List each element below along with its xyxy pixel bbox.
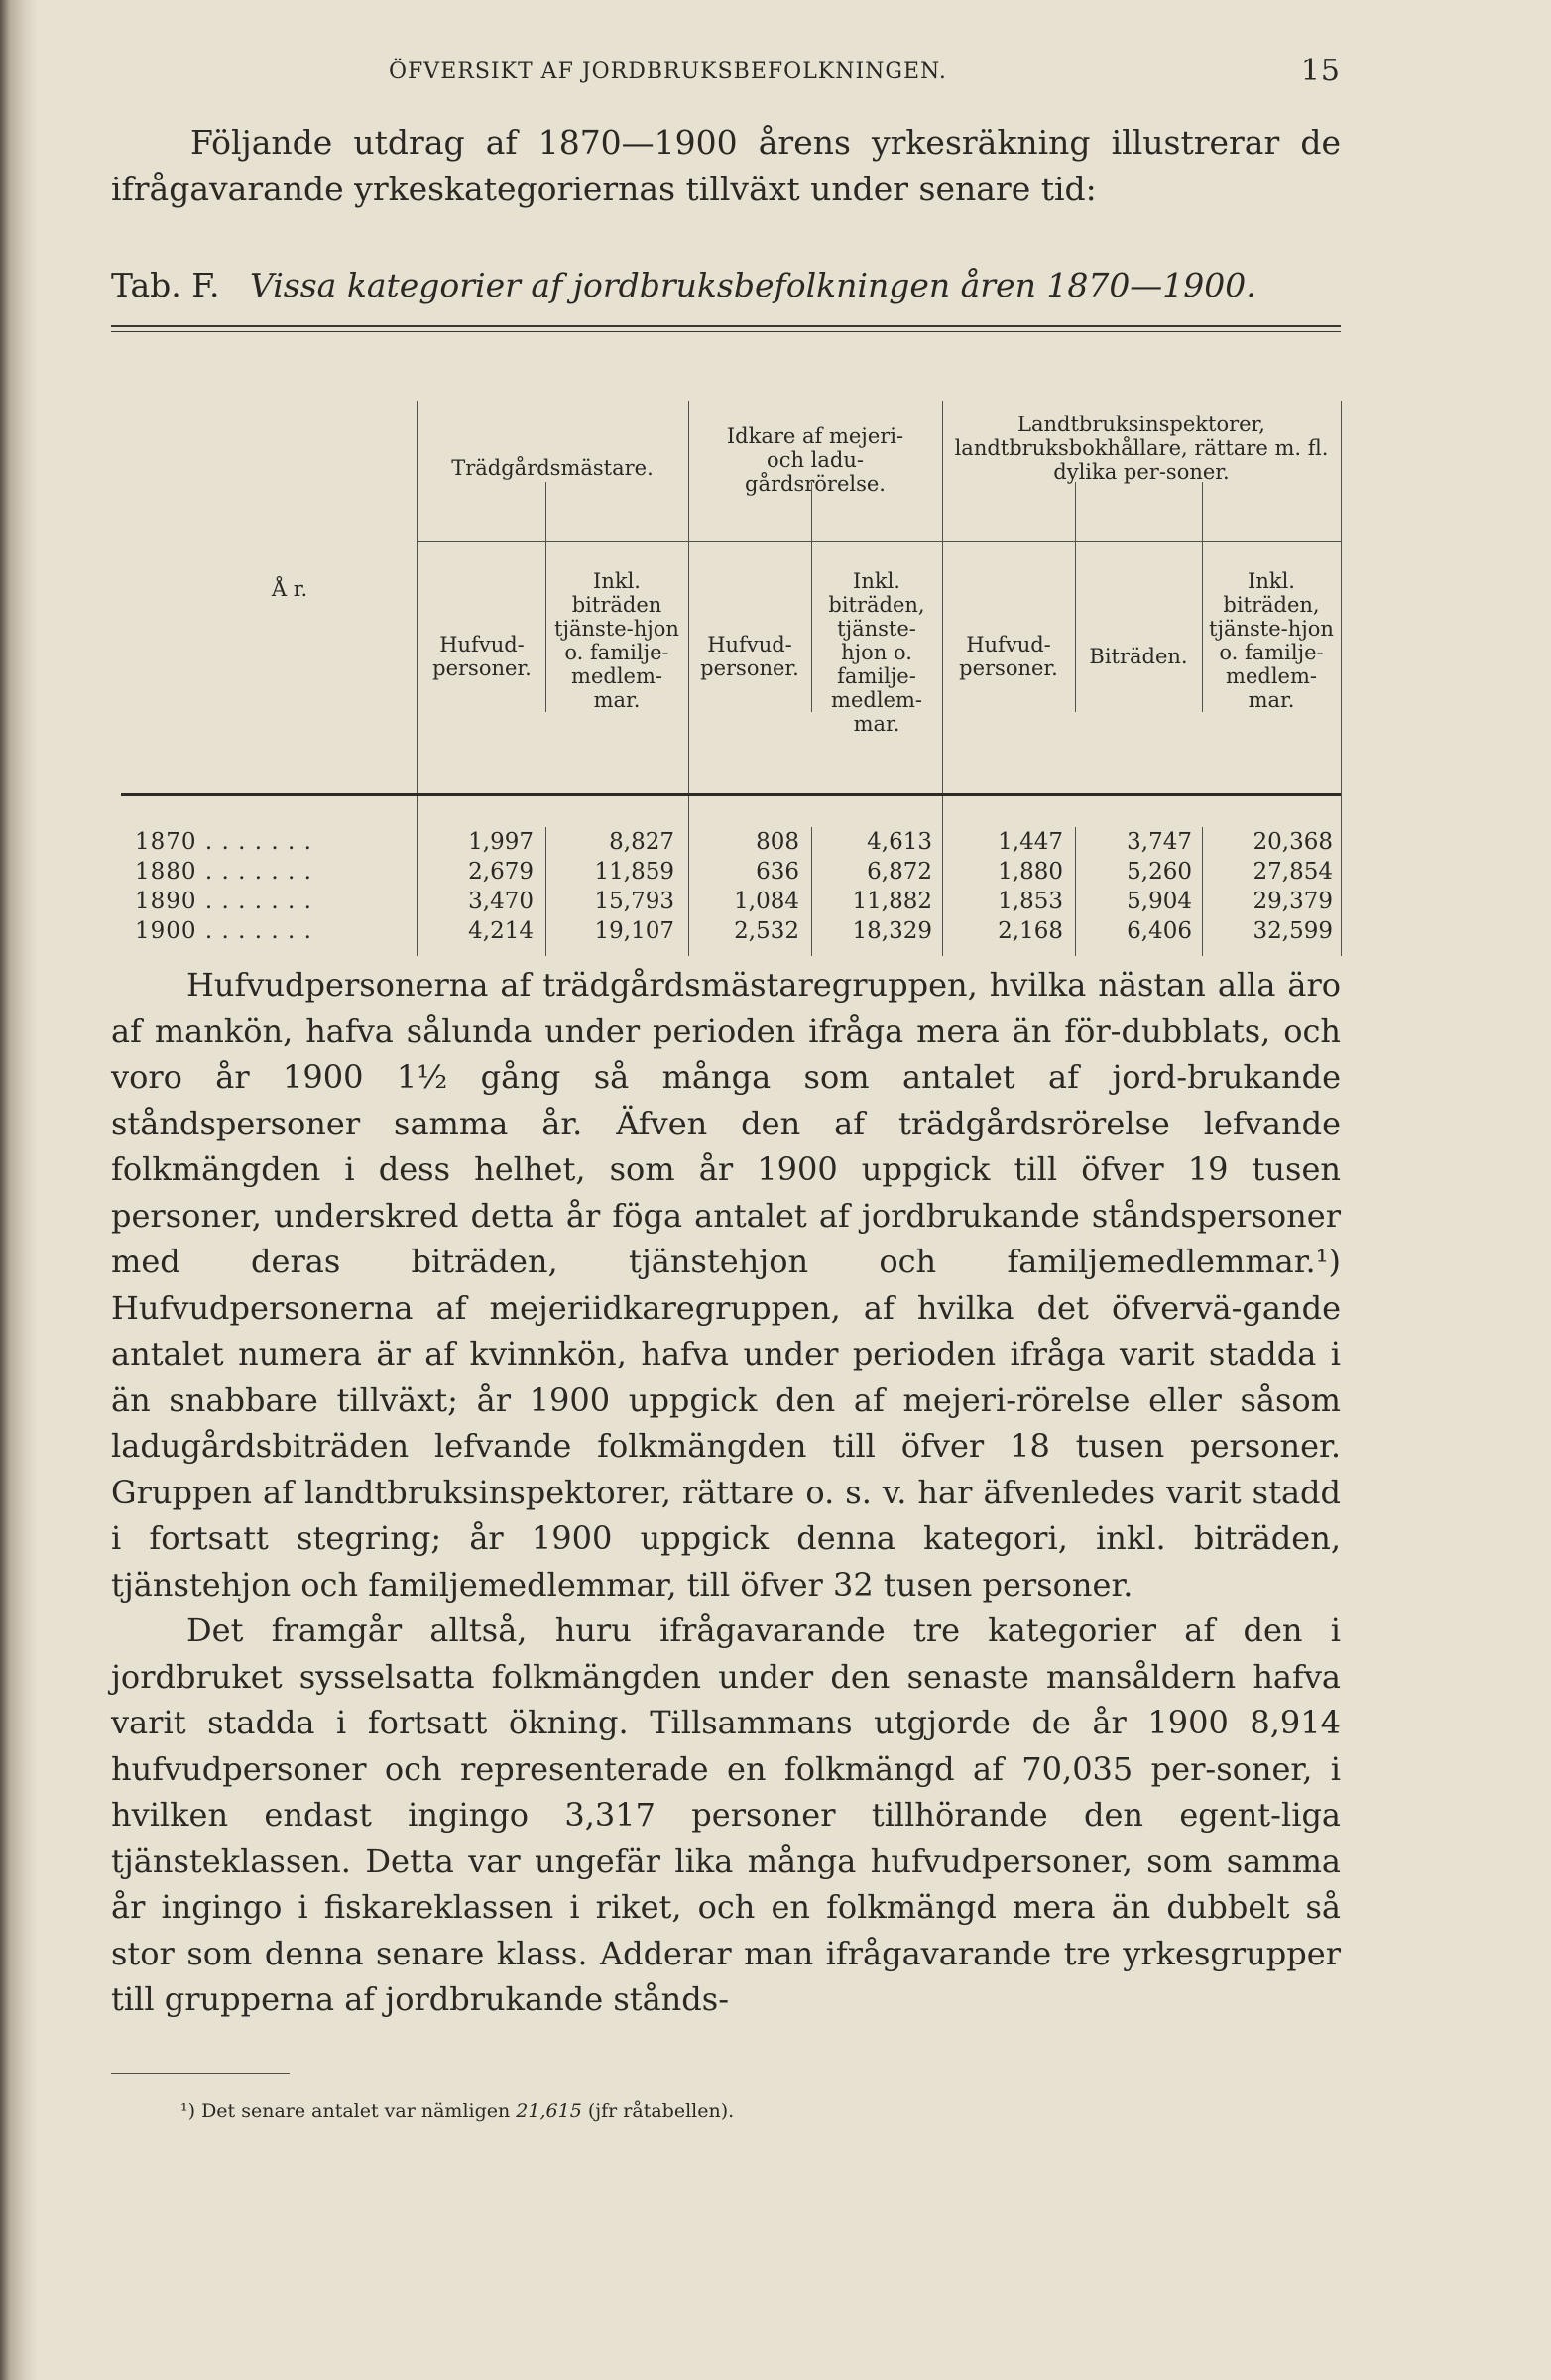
table-hline [417,541,1341,542]
table-cell: 2,532 [734,918,799,944]
footnote-ref: (jfr råtabellen). [587,2100,735,2122]
group-header-mejeri: Idkare af mejeri- och ladu-gårdsrörelse. [726,424,904,496]
table-cell: 2,679 [468,859,534,885]
table-cell: 1,853 [998,889,1063,914]
page-number: 15 [1300,54,1341,88]
row-year: 1890 . . . . . . . [135,889,312,914]
table-cell: 1,880 [998,859,1063,885]
table-cell: 11,882 [852,889,932,914]
page [111,50,1341,2330]
table-caption [111,266,1341,304]
subheader-col-2: Inkl. biträden tjänste-hjon o. familje-medlem-mar. [554,569,679,712]
table-vline [545,482,546,712]
footnote-value: 21,615 [516,2100,582,2122]
book-binding-edge [0,0,38,2380]
data-table [111,335,1341,960]
footnote [180,2100,734,2122]
subheader-col-7: Inkl. biträden, tjänste-hjon o. familje-medlem-mar. [1209,569,1334,712]
table-cell: 6,872 [867,859,932,885]
table-vline [417,401,418,956]
table-cell: 1,084 [734,889,799,914]
table-cell: 15,793 [594,889,674,914]
body-paragraph: Det framgår alltså, huru ifrågavarande tre kategorier af den i jordbruket sysselsatta folkmängden under den senaste mansåldern hafva varit stadda i fortsatt ökning. Tillsammans utgjorde de år 1900 8,914 hufvudpersoner och representerade en folkmängd af 70,035 per-soner, i hvilken endast ingingo 3,317 personer tillhörande den egent-liga tjänsteklassen. Detta var ungefär lika många hufvudpersoner, som samma år ingingo i fiskareklassen i riket, och en folkmängd mera än dubbelt så stor som denna senare klass. Adderar man ifrågavarande tre yrkesgrupper till grupperna af jordbrukande stånds- [111,1611,1341,2018]
table-vline [1202,827,1203,956]
table-vline [545,827,546,956]
table-cell: 2,168 [998,918,1063,944]
subheader-col-4: Inkl. biträden, tjänste-hjon o. familje-medlem-mar. [828,569,925,736]
table-cell: 11,859 [594,859,674,885]
table-cell: 1,997 [468,829,534,855]
table-title: Vissa kategorier af jordbruksbefolkningen åren 1870—1900. [249,266,1256,304]
running-title: ÖFVERSIKT AF JORDBRUKSBEFOLKNINGEN. [389,60,947,84]
table-cell: 20,368 [1253,829,1333,855]
table-cell: 5,260 [1127,859,1192,885]
table-vline [1202,482,1203,712]
group-header-landtbruk: Landtbruksinspektorer, landtbruksbokhållare, rättare m. fl. dylika per-soner. [954,413,1329,484]
table-cell: 1,447 [998,829,1063,855]
table-vline [811,482,812,712]
table-cell: 18,329 [852,918,932,944]
table-cell: 8,827 [609,829,674,855]
table-cell: 6,406 [1127,918,1192,944]
table-vline [811,827,812,956]
table-cell: 27,854 [1253,859,1333,885]
body-text [111,962,1341,2023]
row-year: 1870 . . . . . . . [135,829,312,855]
subheader-col-1: Hufvud-personer. [432,633,532,680]
body-paragraph: Hufvudpersonerna af trädgårdsmästaregruppen, hvilka nästan alla äro af mankön, hafva sålunda under perioden ifråga mera än för-dubblats, och voro år 1900 1½ gång så många som antalet af jord-brukande ståndspersoner samma år. Äfven den af trädgårdsrörelse lefvande folkmängden i dess helhet, som år 1900 uppgick till öfver 19 tusen personer, underskred detta år föga antalet af jordbrukande ståndspersoner med deras biträden, tjänstehjon och familjemedlemmar.¹) Hufvudpersonerna af mejeriidkaregruppen, af hvilka det öfvervä-gande antalet numera är af kvinnkön, hafva under perioden ifråga varit stadda i än snabbare tillväxt; år 1900 uppgick den af mejeri-rörelse eller såsom ladugårdsbiträden lefvande folkmängden till öfver 18 tusen personer. Gruppen af landtbruksinspektorer, rättare o. s. v. har äfvenledes varit stadd i fortsatt stegring; år 1900 uppgick denna kategori, inkl. biträden, tjänstehjon och familjemedlemmar, till öfver 32 tusen personer. [111,966,1341,1604]
subheader-col-6: Biträden. [1089,645,1188,668]
year-header: Å r. [271,577,308,601]
subheader-col-3: Hufvud-personer. [700,633,799,680]
table-cell: 4,613 [867,829,932,855]
footnote-rule [111,2073,290,2074]
group-header-tradgard: Trädgårdsmästare. [451,456,654,480]
table-cell: 3,747 [1127,829,1192,855]
table-cell: 5,904 [1127,889,1192,914]
table-vline [942,401,943,956]
footnote-text: Det senare antalet var nämligen [201,2100,511,2122]
table-cell: 636 [756,859,799,885]
intro-paragraph: Följande utdrag af 1870—1900 årens yrkesräkning illustrerar de ifrågavarande yrkeskategoriernas tillväxt under senare tid: [111,123,1341,208]
table-cell: 32,599 [1253,918,1333,944]
table-vline [1075,827,1076,956]
table-cell: 19,107 [594,918,674,944]
table-cell: 808 [756,829,799,855]
running-header [111,50,1341,93]
row-year: 1900 . . . . . . . [135,918,312,944]
table-vline [1075,482,1076,712]
table-cell: 4,214 [468,918,534,944]
table-vline [1341,401,1342,956]
subheader-col-5: Hufvud-personer. [959,633,1058,680]
footnote-marker: ¹) [180,2100,196,2122]
table-cell: 29,379 [1253,889,1333,914]
table-header-bottom-rule [121,793,1341,796]
row-year: 1880 . . . . . . . [135,859,312,885]
table-cell: 3,470 [468,889,534,914]
table-vline [688,401,689,956]
table-top-rule [111,325,1341,332]
table-number: Tab. F. [111,266,220,304]
